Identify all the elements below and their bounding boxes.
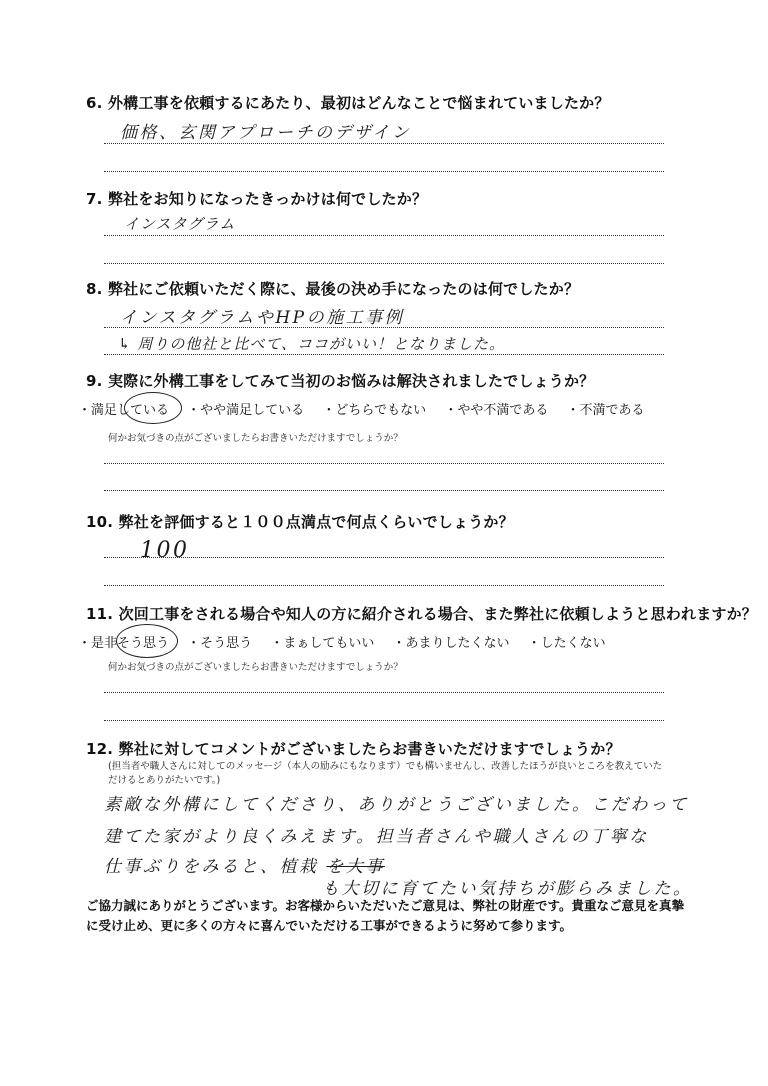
question-11-note: 何かお気づきの点がございましたらお書きいただけますでしょうか？ <box>108 662 403 673</box>
question-8-label: 8. 弊社にご依頼いただく際に、最後の決め手になったのは何でしたか？ <box>86 280 580 298</box>
q11-option-maybe[interactable]: ・まぁしてもいい <box>270 636 375 651</box>
question-7-answer: インスタグラム <box>124 215 236 233</box>
answer-line <box>104 327 664 328</box>
answer-line <box>104 720 664 721</box>
q9-selection-circle <box>124 392 182 424</box>
q11-option-no[interactable]: ・したくない <box>527 636 606 651</box>
answer-line <box>104 171 664 172</box>
q11-selection-circle <box>116 624 178 658</box>
answer-line <box>104 692 664 693</box>
question-11-label: 11. 次回工事をされる場合や知人の方に紹介される場合、また弊社に依頼しようと思われますか？ <box>86 605 757 623</box>
footer-thanks: ご協力誠にありがとうございます。お客様からいただいたご意見は、弊社の財産です。貴重なご意見を真摯に受け止め、更に多くの方々に喜んでいただける工事ができるように努めて参ります。 <box>86 898 685 933</box>
answer-line <box>104 585 664 586</box>
question-6-label: 6. 外構工事を依頼するにあたり、最初はどんなことで悩まれていましたか？ <box>86 94 610 112</box>
answer-line <box>104 557 664 558</box>
question-7-label: 7. 弊社をお知りになったきっかけは何でしたか？ <box>86 190 428 208</box>
q9-option-somewhat-satisfied[interactable]: ・やや満足している <box>187 403 305 418</box>
q9-option-somewhat-dissatisfied[interactable]: ・やや不満である <box>444 403 549 418</box>
question-12-answer-line1: 素敵な外構にしてくださり、ありがとうございました。こだわって <box>104 795 689 815</box>
question-6-answer: 価格、玄関アプローチのデザイン <box>120 123 412 143</box>
question-8-answer-line1: インスタグラムやHPの施工事例 <box>120 308 405 328</box>
q11-option-not-really[interactable]: ・あまりしたくない <box>392 636 510 651</box>
question-9-note: 何かお気づきの点がございましたらお書きいただけますでしょうか？ <box>108 433 403 444</box>
question-12-answer-line3-text: 仕事ぶりをみると、植栽 <box>104 857 319 877</box>
question-8-answer-line2: ↳ 周りの他社と比べて、ココがいい！となりました。 <box>118 335 506 353</box>
question-9-label: 9. 実際に外構工事をしてみて当初のお悩みは解決されましたでしょうか？ <box>86 372 595 390</box>
question-10-answer: 100 <box>140 538 190 563</box>
q11-option-definitely[interactable]: ・是非そう思う <box>78 636 170 651</box>
answer-line <box>104 463 664 464</box>
q9-option-dissatisfied[interactable]: ・不満である <box>566 403 645 418</box>
answer-line <box>104 354 664 355</box>
question-10-label: 10. 弊社を評価すると１００点満点で何点くらいでしょうか？ <box>86 513 514 531</box>
answer-line <box>104 263 664 264</box>
question-12-answer-struck-text: を大事 <box>326 857 385 877</box>
answer-line <box>104 235 664 236</box>
answer-line <box>104 490 664 491</box>
question-12-note: (担当者や職人さんに対してのメッセージ（本人の励みにもなります）でも構いませんし、改善したほうが良いところを教えていただけるとありがたいです。) <box>108 761 663 786</box>
question-12-label: 12. 弊社に対してコメントがございましたらお書きいただけますでしょうか？ <box>86 740 621 758</box>
question-12-answer-line4: も大切に育てたい気持ちが膨らみました。 <box>322 879 693 899</box>
answer-line <box>104 143 664 144</box>
q11-option-yes[interactable]: ・そう思う <box>187 636 253 651</box>
question-12-answer-line2: 建てた家がより良くみえます。担当者さんや職人さんの丁寧な <box>104 827 649 847</box>
q9-option-neutral[interactable]: ・どちらでもない <box>322 403 427 418</box>
q9-option-satisfied[interactable]: ・満足している <box>78 403 170 418</box>
